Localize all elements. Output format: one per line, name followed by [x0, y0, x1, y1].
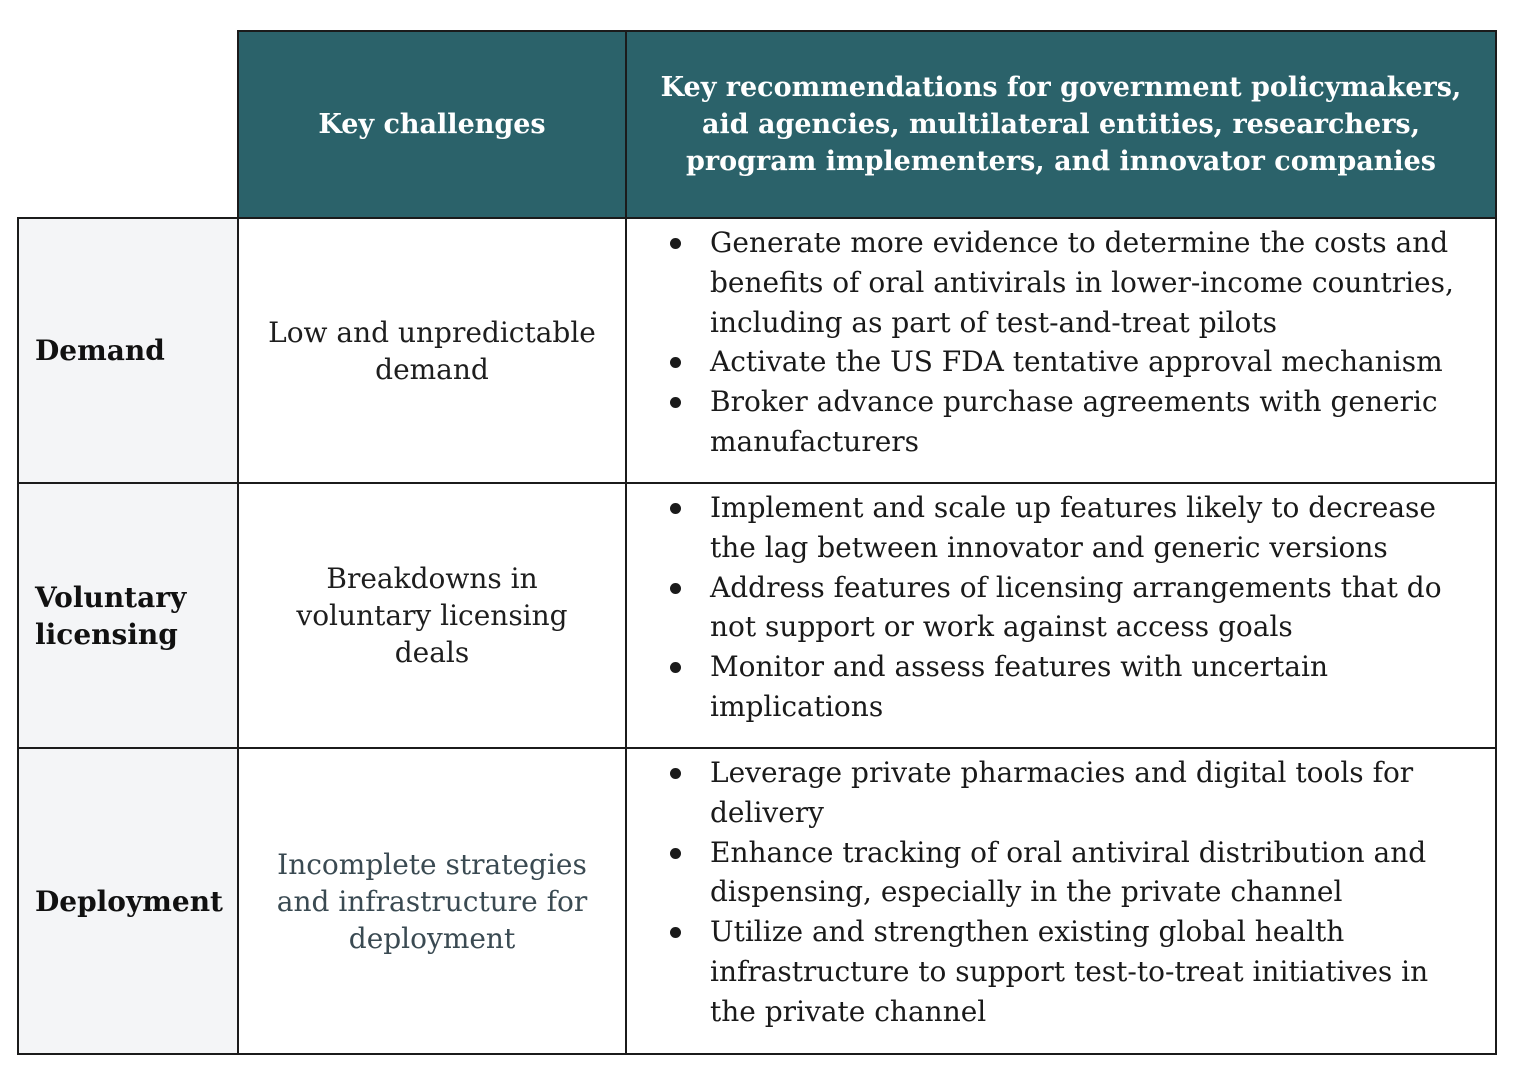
row-label-text: Voluntary licensing [35, 580, 187, 651]
recommendation-item: Broker advance purchase agreements with generic manufacturers [669, 382, 1475, 462]
recommendation-list [669, 223, 1475, 462]
row-label-demand [17, 217, 239, 484]
recommendation-item: Activate the US FDA tentative approval mechanism [669, 342, 1475, 382]
recommendation-item: Implement and scale up features likely to decrease the lag between innovator and generic versions [669, 488, 1475, 568]
recommendation-list [669, 753, 1475, 1032]
row-label-text: Demand [35, 334, 165, 367]
header-key-recommendations [625, 30, 1497, 219]
challenge-deployment [237, 747, 627, 1055]
row-label-text: Deployment [35, 884, 223, 918]
challenge-text: Low and unpredictable demand [268, 315, 596, 386]
row-label-voluntary-licensing [17, 482, 239, 749]
recommendation-item: Monitor and assess features with uncertain implications [669, 647, 1475, 727]
header-key-recommendations-text: Key recommendations for government policymakers, aid agencies, multilateral entities, researchers, program implementers, and innovator companies [660, 72, 1462, 177]
recommendation-item: Address features of licensing arrangements that do not support or work against access goals [669, 568, 1475, 648]
challenge-text: Incomplete strategies and infrastructure for deployment [276, 847, 588, 955]
header-key-challenges [237, 30, 627, 219]
recommendation-item: Generate more evidence to determine the costs and benefits of oral antivirals in lower-income countries, including as part of test-and-treat pilots [669, 223, 1475, 342]
recommendation-list [669, 488, 1475, 727]
recommendations-deployment [625, 747, 1497, 1055]
recommendations-voluntary-licensing [625, 482, 1497, 749]
recommendations-demand [625, 217, 1497, 484]
challenge-text: Breakdowns in voluntary licensing deals [296, 562, 568, 669]
challenge-demand [237, 217, 627, 484]
row-label-deployment [17, 747, 239, 1055]
header-key-challenges-text: Key challenges [318, 109, 546, 140]
recommendation-item: Enhance tracking of oral antiviral distribution and dispensing, especially in the private channel [669, 833, 1475, 913]
challenge-voluntary-licensing [237, 482, 627, 749]
recommendation-item: Leverage private pharmacies and digital tools for delivery [669, 753, 1475, 833]
recommendation-item: Utilize and strengthen existing global health infrastructure to support test-to-treat initiatives in the private channel [669, 912, 1475, 1031]
